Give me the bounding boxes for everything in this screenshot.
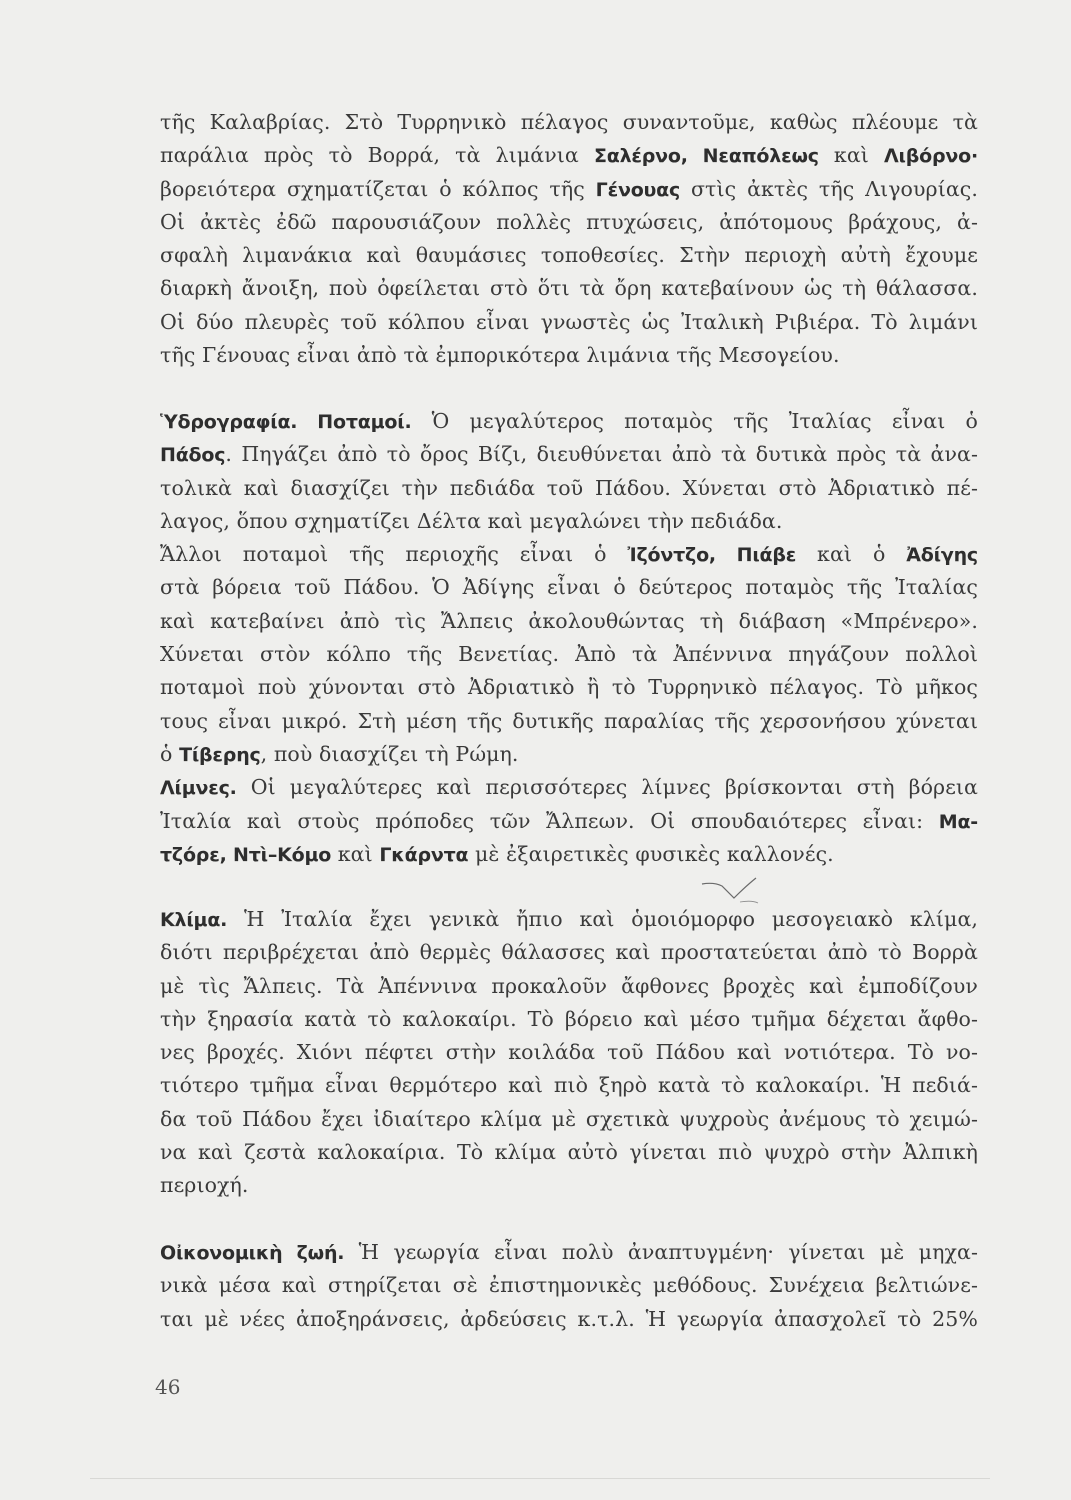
- text-run: διαρκὴ ἄνοιξη, ποὺ ὀφείλεται στὸ ὅτι τὰ ὄρη κατεβαίνουν ὡς τὴ θάλασσα.: [160, 276, 978, 301]
- text-run: μὲ ἐξαιρετικὲς φυσικὲς καλλονές.: [468, 841, 834, 866]
- text-line: [160, 1169, 978, 1202]
- bold-term: Λίμνες.: [160, 777, 237, 800]
- text-run: λαγος, ὅπου σχηματίζει Δέλτα καὶ μεγαλώνει τὴν πεδιάδα.: [160, 508, 783, 533]
- text-line: [160, 106, 978, 139]
- text-line: [160, 936, 978, 969]
- text-line: [160, 272, 978, 305]
- text-run: καὶ ὁ: [796, 542, 907, 567]
- text-run: , ποὺ διασχίζει τὴ Ρώμη.: [260, 741, 519, 766]
- text-run: καὶ: [818, 143, 884, 168]
- text-line: [160, 705, 978, 738]
- text-line: [160, 1269, 978, 1302]
- text-line: [160, 638, 978, 671]
- bold-term: Γένουας: [595, 178, 681, 201]
- text-line: [160, 903, 978, 936]
- text-line: [160, 405, 978, 438]
- bold-term: Κλίμα.: [160, 909, 228, 931]
- text-run: καὶ κατεβαίνει ἀπὸ τὶς Ἄλπεις ἀκολουθώντας τὴ διάβαση «Μπρένερο».: [160, 608, 978, 633]
- text-line: [160, 571, 978, 604]
- bold-term: Σαλέρνο, Νεαπόλεως: [593, 145, 819, 168]
- text-line: [160, 339, 978, 372]
- text-run: τῆς Καλαβρίας. Στὸ Τυρρηνικὸ πέλαγος συναντοῦμε, καθὼς πλέουμε τὰ: [160, 110, 978, 134]
- bold-term: Γκάρντα: [379, 843, 469, 866]
- text-line: [160, 1069, 978, 1102]
- text-line: [160, 1303, 978, 1336]
- paragraph-p4: [160, 1236, 978, 1336]
- text-run: στὶς ἀκτὲς τῆς Λιγουρίας.: [680, 176, 978, 201]
- text-run: ται μὲ νέες ἀποξηράνσεις, ἀρδεύσεις κ.τ.λ. Ἡ γεωργία ἀπασχολεῖ τὸ 25%: [160, 1306, 978, 1331]
- text-line: [160, 538, 978, 571]
- text-run: . Πηγάζει ἀπὸ τὸ ὄρος Βίζι, διευθύνεται ἀπὸ τὰ δυτικὰ πρὸς τὰ ἀνα-: [225, 442, 978, 467]
- text-run: τολικὰ καὶ διασχίζει τὴν πεδιάδα τοῦ Πάδου. Χύνεται στὸ Ἀδριατικὸ πέ-: [160, 475, 978, 500]
- paragraph-p2: [160, 405, 978, 871]
- bold-term: Μα-: [938, 810, 978, 833]
- paragraph-p3: [160, 903, 978, 1203]
- text-run: Οἱ ἀκτὲς ἐδῶ παρουσιάζουν πολλὲς πτυχώσεις, ἀπότομους βράχους, ἀ-: [160, 209, 978, 234]
- text-run: Ὁ μεγαλύτερος ποταμὸς τῆς Ἰταλίας εἶναι ὁ: [411, 409, 978, 433]
- text-run: Ἡ γεωργία εἶναι πολὺ ἀναπτυγμένη· γίνεται μὲ μηχα-: [344, 1240, 978, 1264]
- text-run: νικὰ μέσα καὶ στηρίζεται σὲ ἐπιστημονικὲς μεθόδους. Συνέχεια βελτιώνε-: [160, 1273, 978, 1298]
- text-run: ὁ: [160, 741, 180, 766]
- text-run: Ἄλλοι ποταμοὶ τῆς περιοχῆς εἶναι ὁ: [160, 542, 628, 567]
- text-run: Ἡ Ἰταλία ἔχει γενικὰ ἤπιο καὶ ὁμοιόμορφο μεσογειακὸ κλίμα,: [227, 907, 978, 931]
- page-number: 46: [155, 1375, 181, 1399]
- text-line: [160, 1136, 978, 1169]
- text-line: [160, 173, 978, 206]
- text-run: παράλια πρὸς τὸ Βορρά, τὰ λιμάνια: [160, 143, 594, 168]
- text-line: [160, 738, 978, 771]
- text-line: [160, 438, 978, 471]
- scan-edge-line: [90, 1478, 990, 1479]
- bold-term: Λιβόρνο·: [884, 145, 978, 168]
- text-line: [160, 306, 978, 339]
- text-run: περιοχή.: [160, 1173, 249, 1198]
- bold-term: Ἀδίγης: [906, 544, 978, 567]
- text-line: [160, 1103, 978, 1136]
- text-line: [160, 970, 978, 1003]
- text-run: να καὶ ζεστὰ καλοκαίρια. Τὸ κλίμα αὐτὸ γίνεται πιὸ ψυχρὸ στὴν Ἀλπικὴ: [160, 1140, 978, 1165]
- bold-term: Οἰκονομικὴ ζωή.: [160, 1242, 345, 1264]
- bold-term: Ὑδρογραφία. Ποταμοί.: [160, 411, 412, 433]
- text-line: [160, 605, 978, 638]
- text-run: καὶ: [331, 841, 380, 866]
- text-run: Ἰταλία καὶ στοὺς πρόποδες τῶν Ἄλπεων. Οἱ σπουδαιότερες εἶναι:: [160, 808, 939, 833]
- text-line: [160, 1036, 978, 1069]
- text-run: ποταμοὶ ποὺ χύνονται στὸ Ἀδριατικὸ ἢ τὸ Τυρρηνικὸ πέλαγος. Τὸ μῆκος: [160, 675, 978, 700]
- text-run: τους εἶναι μικρό. Στὴ μέση τῆς δυτικῆς παραλίας τῆς χερσονήσου χύνεται: [160, 708, 978, 733]
- paragraph-p1: [160, 106, 978, 372]
- bold-term: Τίβερης: [179, 743, 261, 766]
- text-line: [160, 472, 978, 505]
- text-run: τιότερο τμῆμα εἶναι θερμότερο καὶ πιὸ ξηρὸ κατὰ τὸ καλοκαίρι. Ἡ πεδιά-: [160, 1073, 978, 1098]
- text-line: [160, 206, 978, 239]
- text-run: Οἱ δύο πλευρὲς τοῦ κόλπου εἶναι γνωστὲς ὡς Ἰταλικὴ Ριβιέρα. Τὸ λιμάνι: [160, 309, 978, 334]
- text-line: [160, 805, 978, 838]
- bold-term: Ἰζόντζο, Πιάβε: [627, 544, 797, 567]
- text-line: [160, 1003, 978, 1036]
- text-line: [160, 1236, 978, 1269]
- bold-term: τζόρε, Ντὶ–Κόμο: [160, 843, 332, 866]
- text-run: βορειότερα σχηματίζεται ὁ κόλπος τῆς: [160, 176, 596, 201]
- text-line: [160, 838, 978, 871]
- text-run: σφαλὴ λιμανάκια καὶ θαυμάσιες τοποθεσίες. Στὴν περιοχὴ αὐτὴ ἔχουμε: [160, 243, 978, 268]
- text-line: [160, 239, 978, 272]
- text-line: [160, 671, 978, 704]
- text-run: διότι περιβρέχεται ἀπὸ θερμὲς θάλασσες καὶ προστατεύεται ἀπὸ τὸ Βορρὰ: [160, 940, 978, 965]
- text-run: Χύνεται στὸν κόλπο τῆς Βενετίας. Ἀπὸ τὰ Ἀπέννινα πηγάζουν πολλοὶ: [160, 642, 978, 667]
- text-run: τῆς Γένουας εἶναι ἀπὸ τὰ ἐμπορικότερα λιμάνια τῆς Μεσογείου.: [160, 343, 840, 368]
- text-run: Οἱ μεγαλύτερες καὶ περισσότερες λίμνες βρίσκονται στὴ βόρεια: [236, 775, 978, 800]
- text-run: δα τοῦ Πάδου ἔχει ἰδιαίτερο κλίμα μὲ σχετικὰ ψυχροὺς ἀνέμους τὸ χειμώ-: [160, 1106, 978, 1131]
- pen-mark: [700, 876, 760, 906]
- text-run: μὲ τὶς Ἄλπεις. Τὰ Ἀπέννινα προκαλοῦν ἄφθονες βροχὲς καὶ ἐμποδίζουν: [160, 973, 978, 998]
- text-run: στὰ βόρεια τοῦ Πάδου. Ὁ Ἀδίγης εἶναι ὁ δεύτερος ποταμὸς τῆς Ἰταλίας: [160, 575, 978, 600]
- text-run: τὴν ξηρασία κατὰ τὸ καλοκαίρι. Τὸ βόρειο καὶ μέσο τμῆμα δέχεται ἄφθο-: [160, 1006, 978, 1031]
- text-line: [160, 505, 978, 538]
- bold-term: Πάδος: [160, 444, 226, 467]
- text-line: [160, 771, 978, 804]
- text-run: νες βροχές. Χιόνι πέφτει στὴν κοιλάδα τοῦ Πάδου καὶ νοτιότερα. Τὸ νο-: [160, 1040, 978, 1065]
- text-line: [160, 139, 978, 172]
